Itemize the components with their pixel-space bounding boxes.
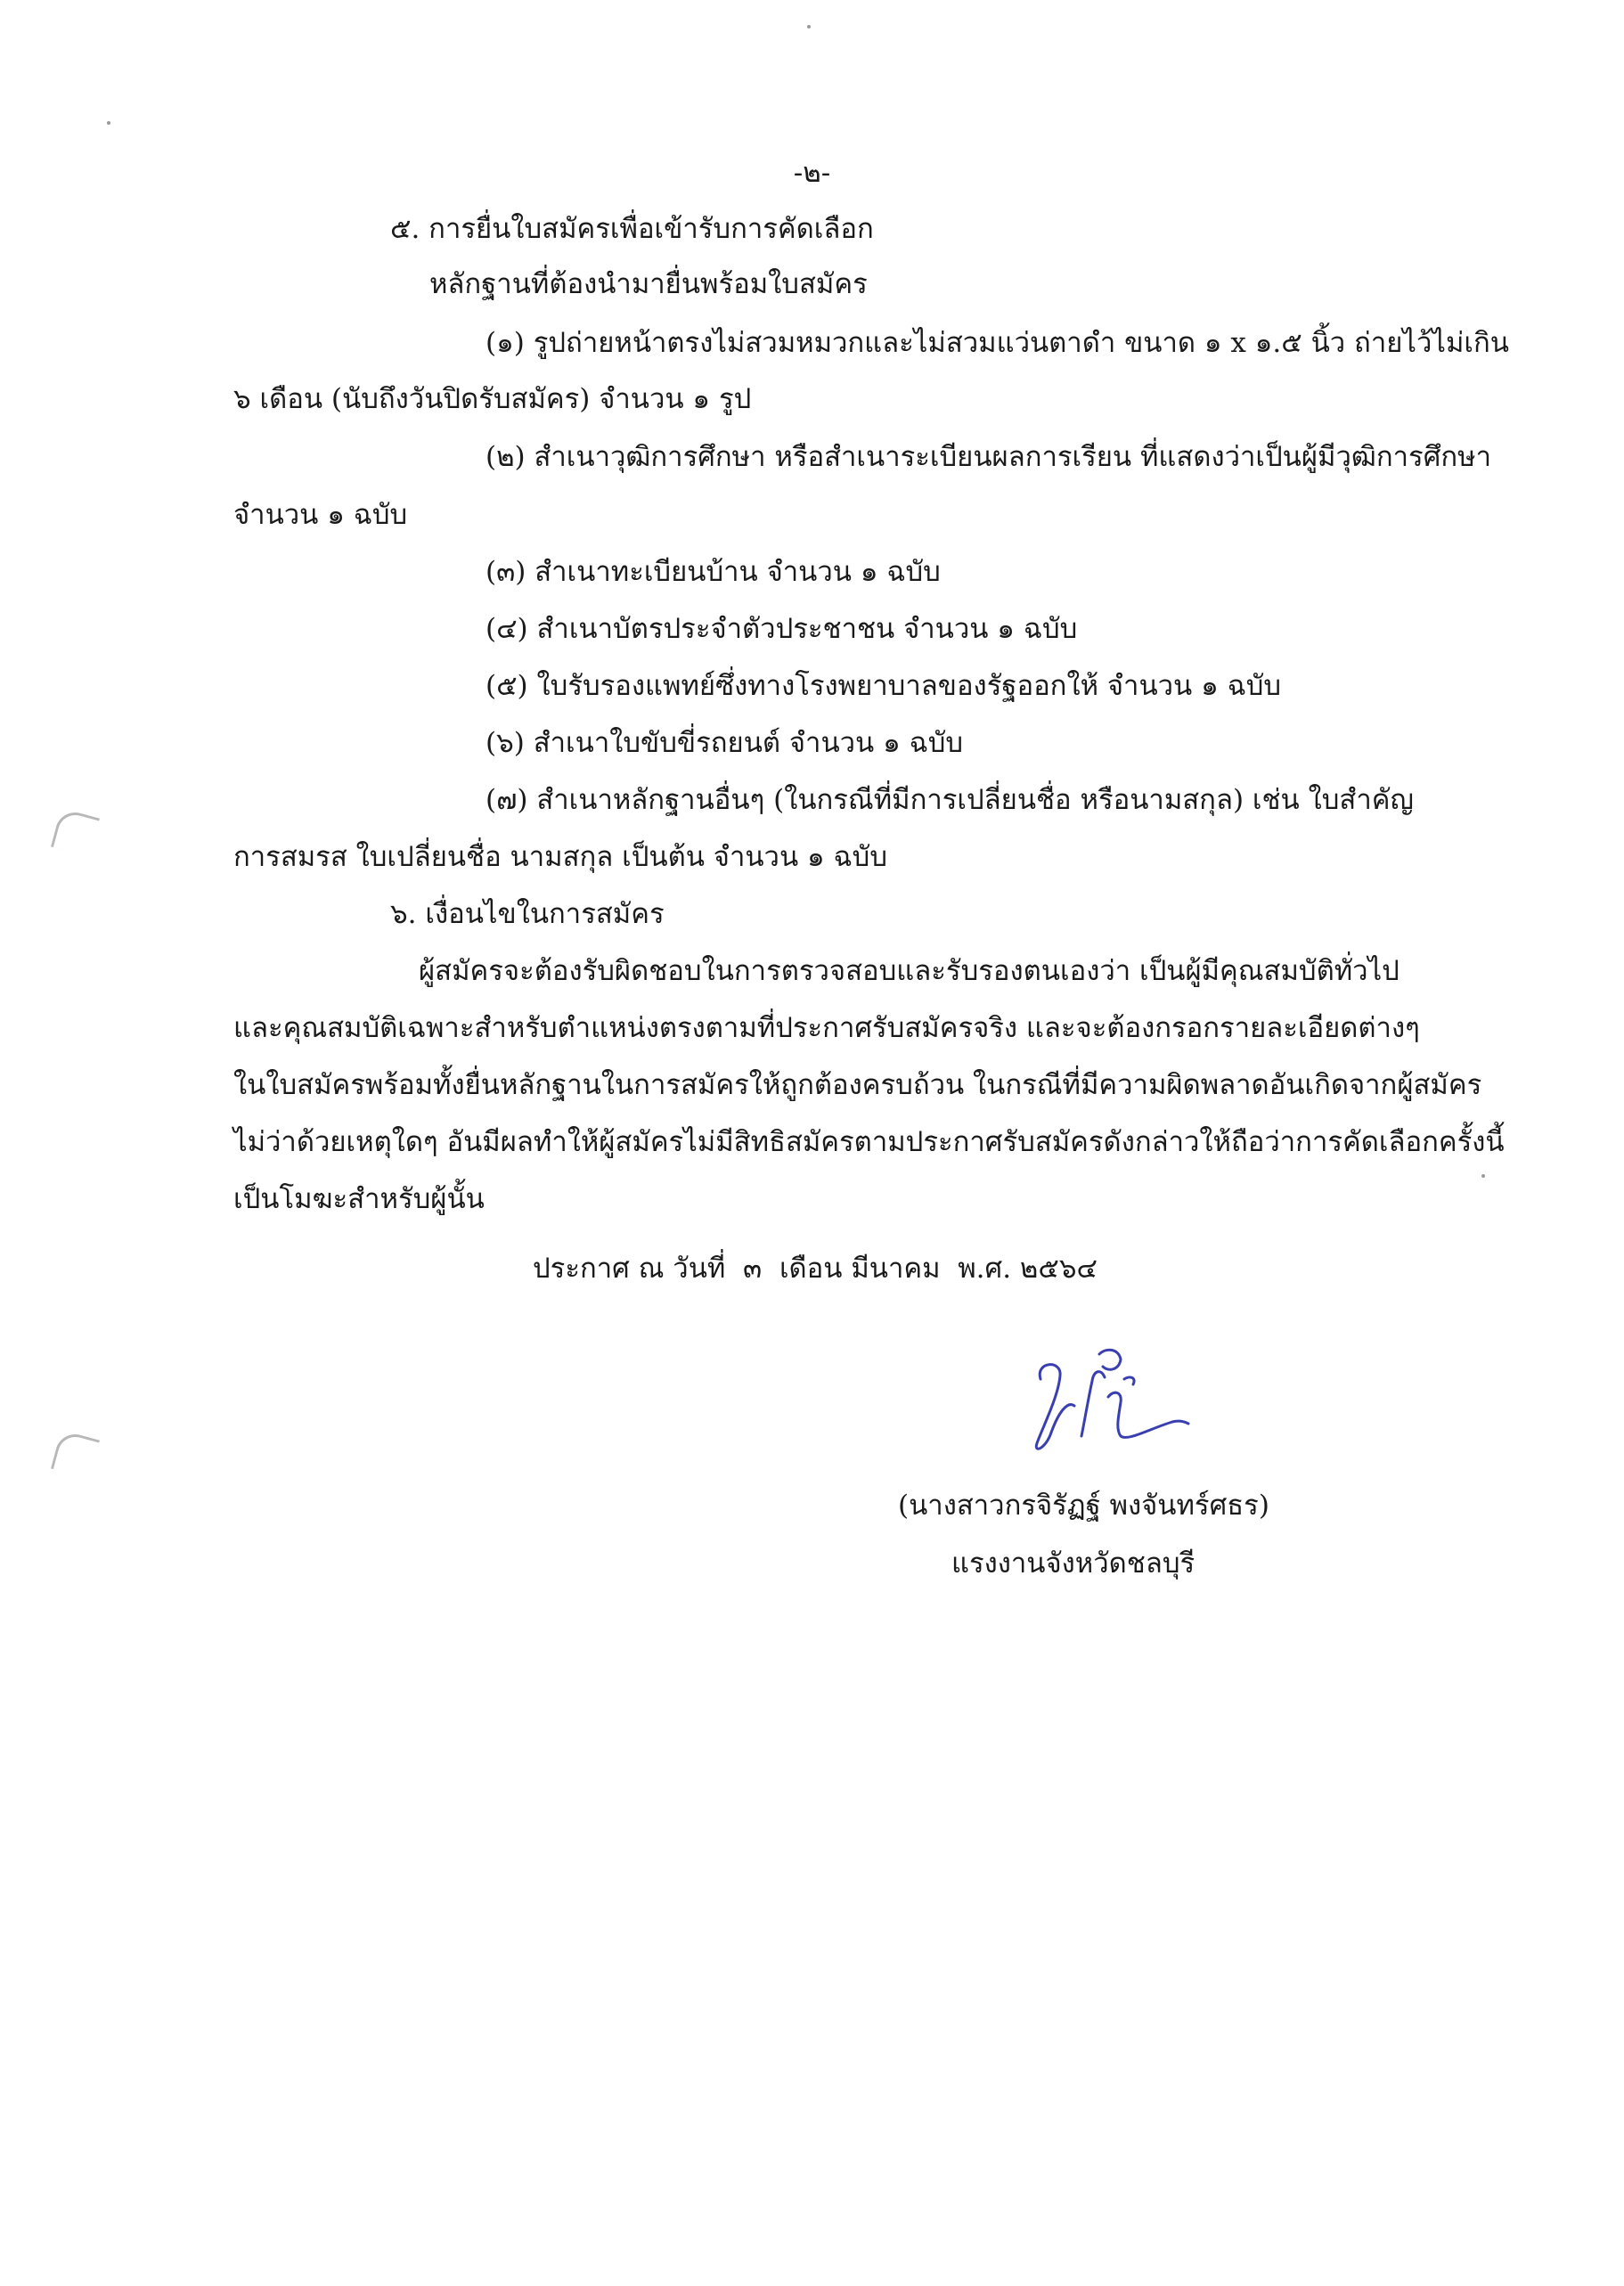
punch-hole-mark [51,808,100,857]
item-4: (๔) สำเนาบัตรประจำตัวประชาชน จำนวน ๑ ฉบับ [486,613,1078,645]
section-5-subheading: หลักฐานที่ต้องนำมายื่นพร้อมใบสมัคร [429,268,868,300]
scan-speck [1481,1174,1485,1178]
scan-speck [107,121,110,125]
page-number: -๒- [793,157,831,189]
section-6-paragraph-line-3: ในใบสมัครพร้อมทั้งยื่นหลักฐานในการสมัครให้ถูกต้องครบถ้วน ในกรณีที่มีความผิดพลาดอันเกิดจากผู้สมัคร [233,1069,1482,1101]
signatory-position: แรงงานจังหวัดชลบุรี [951,1547,1196,1580]
scan-speck [807,25,811,29]
section-6-paragraph-line-4: ไม่ว่าด้วยเหตุใดๆ อันมีผลทำให้ผู้สมัครไม่มีสิทธิสมัครตามประกาศรับสมัครดังกล่าวให้ถือว่าการคัดเลือกครั้งนี้ [233,1126,1505,1158]
section-5-heading: ๕. การยื่นใบสมัครเพื่อเข้ารับการคัดเลือก [390,213,874,245]
item-1-line-2: ๖ เดือน (นับถึงวันปิดรับสมัคร) จำนวน ๑ รูป [233,383,752,415]
punch-hole-mark [51,1430,100,1479]
signature [1016,1343,1194,1468]
section-6-paragraph-line-1: ผู้สมัครจะต้องรับผิดชอบในการตรวจสอบและรับรองตนเองว่า เป็นผู้มีคุณสมบัติทั่วไป [419,955,1400,987]
item-7-line-2: การสมรส ใบเปลี่ยนชื่อ นามสกุล เป็นต้น จำนวน ๑ ฉบับ [233,841,887,873]
section-6-paragraph-line-2: และคุณสมบัติเฉพาะสำหรับตำแหน่งตรงตามที่ประกาศรับสมัครจริง และจะต้องกรอกรายละเอียดต่างๆ [233,1012,1420,1044]
item-2-line-1: (๒) สำเนาวุฒิการศึกษา หรือสำเนาระเบียนผลการเรียน ที่แสดงว่าเป็นผู้มีวุฒิการศึกษา [486,441,1491,473]
item-7-line-1: (๗) สำเนาหลักฐานอื่นๆ (ในกรณีที่มีการเปลี่ยนชื่อ หรือนามสกุล) เช่น ใบสำคัญ [486,784,1414,816]
item-3: (๓) สำเนาทะเบียนบ้าน จำนวน ๑ ฉบับ [486,556,941,588]
item-6: (๖) สำเนาใบขับขี่รถยนต์ จำนวน ๑ ฉบับ [486,727,964,759]
section-6-heading: ๖. เงื่อนไขในการสมัคร [390,898,665,930]
announcement-date: ประกาศ ณ วันที่ ๓ เดือน มีนาคม พ.ศ. ๒๕๖๔ [533,1253,1098,1285]
item-5: (๕) ใบรับรองแพทย์ซึ่งทางโรงพยาบาลของรัฐออกให้ จำนวน ๑ ฉบับ [486,670,1282,702]
item-1-line-1: (๑) รูปถ่ายหน้าตรงไม่สวมหมวกและไม่สวมแว่นตาดำ ขนาด ๑ x ๑.๕ นิ้ว ถ่ายไว้ไม่เกิน [486,327,1509,359]
item-2-line-2: จำนวน ๑ ฉบับ [233,499,408,531]
section-6-paragraph-line-5: เป็นโมฆะสำหรับผู้นั้น [233,1183,485,1215]
signatory-name: (นางสาวกรจิรัฏฐ์ พงจันทร์ศธร) [898,1490,1269,1522]
